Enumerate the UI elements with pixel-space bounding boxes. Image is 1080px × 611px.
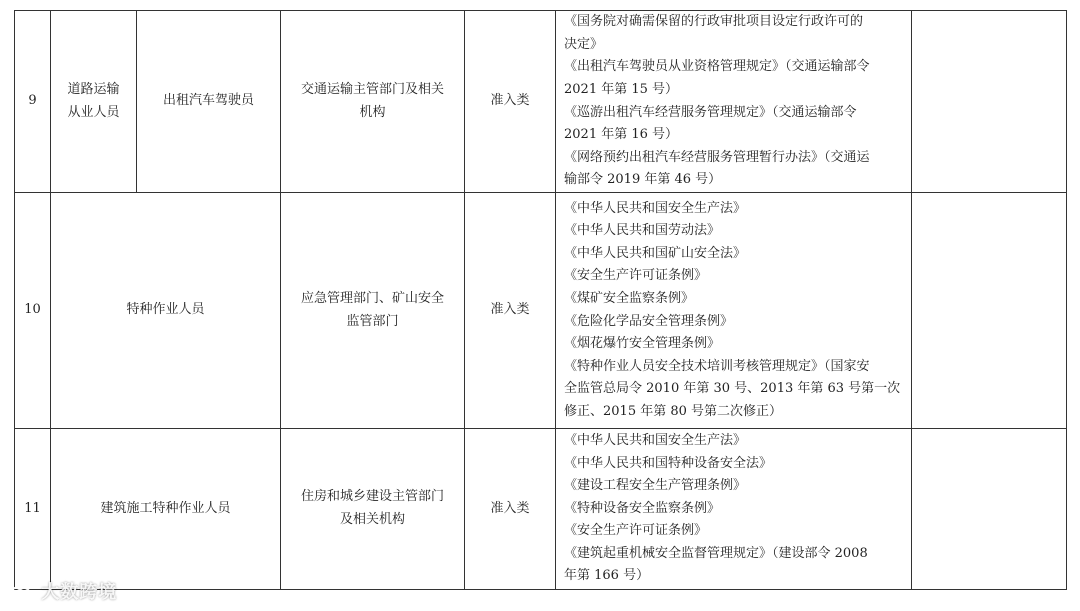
subcategory-cell: 出租汽车驾驶员 [137, 11, 281, 193]
table-row [15, 193, 1067, 429]
table-row [15, 429, 1067, 590]
type-cell: 准入类 [465, 429, 556, 590]
row-number: 11 [15, 429, 51, 590]
basis-cell: 《中华人民共和国安全生产法》 《中华人民共和国特种设备安全法》 《建设工程安全生产管理条例》 《特种设备安全监察条例》 《安全生产许可证条例》 《建筑起重机械安全监督管理规定》（建设部令 2008 年第 166 号） [556, 429, 912, 590]
table-row [15, 11, 1067, 193]
row-number: 10 [15, 193, 51, 429]
type-cell: 准入类 [465, 11, 556, 193]
remark-cell [912, 429, 1067, 590]
category-cell: 道路运输 从业人员 [51, 11, 137, 193]
remark-cell [912, 193, 1067, 429]
category-cell: 建筑施工特种作业人员 [51, 429, 281, 590]
brand-logo-icon [8, 584, 32, 602]
watermark-text: 大数跨境 [41, 582, 118, 603]
basis-cell: 《国务院对确需保留的行政审批项目设定行政许可的 决定》 《出租汽车驾驶员从业资格管理规定》（交通运输部令 2021 年第 15 号） 《巡游出租汽车经营服务管理规定》（交通运输部令 2021 年第 16 号） 《网络预约出租汽车经营服务管理暂行办法》（交通运 输部令 2019 年第 46 号） [556, 11, 912, 193]
category-cell: 特种作业人员 [51, 193, 281, 429]
authority-cell: 应急管理部门、矿山安全 监管部门 [281, 193, 465, 429]
authority-cell: 住房和城乡建设主管部门 及相关机构 [281, 429, 465, 590]
row-number: 9 [15, 11, 51, 193]
type-cell: 准入类 [465, 193, 556, 429]
authority-cell: 交通运输主管部门及相关 机构 [281, 11, 465, 193]
basis-cell: 《中华人民共和国安全生产法》 《中华人民共和国劳动法》 《中华人民共和国矿山安全法》 《安全生产许可证条例》 《煤矿安全监察条例》 《危险化学品安全管理条例》 《烟花爆竹安全管理条例》 《特种作业人员安全技术培训考核管理规定》（国家安 全监管总局令 2010 年第 30 号、2013 年第 63 号第一次 修正、2015 年第 80 号第二次修正） [556, 193, 912, 429]
remark-cell [912, 11, 1067, 193]
qualification-table [14, 10, 1067, 590]
watermark [8, 578, 117, 604]
